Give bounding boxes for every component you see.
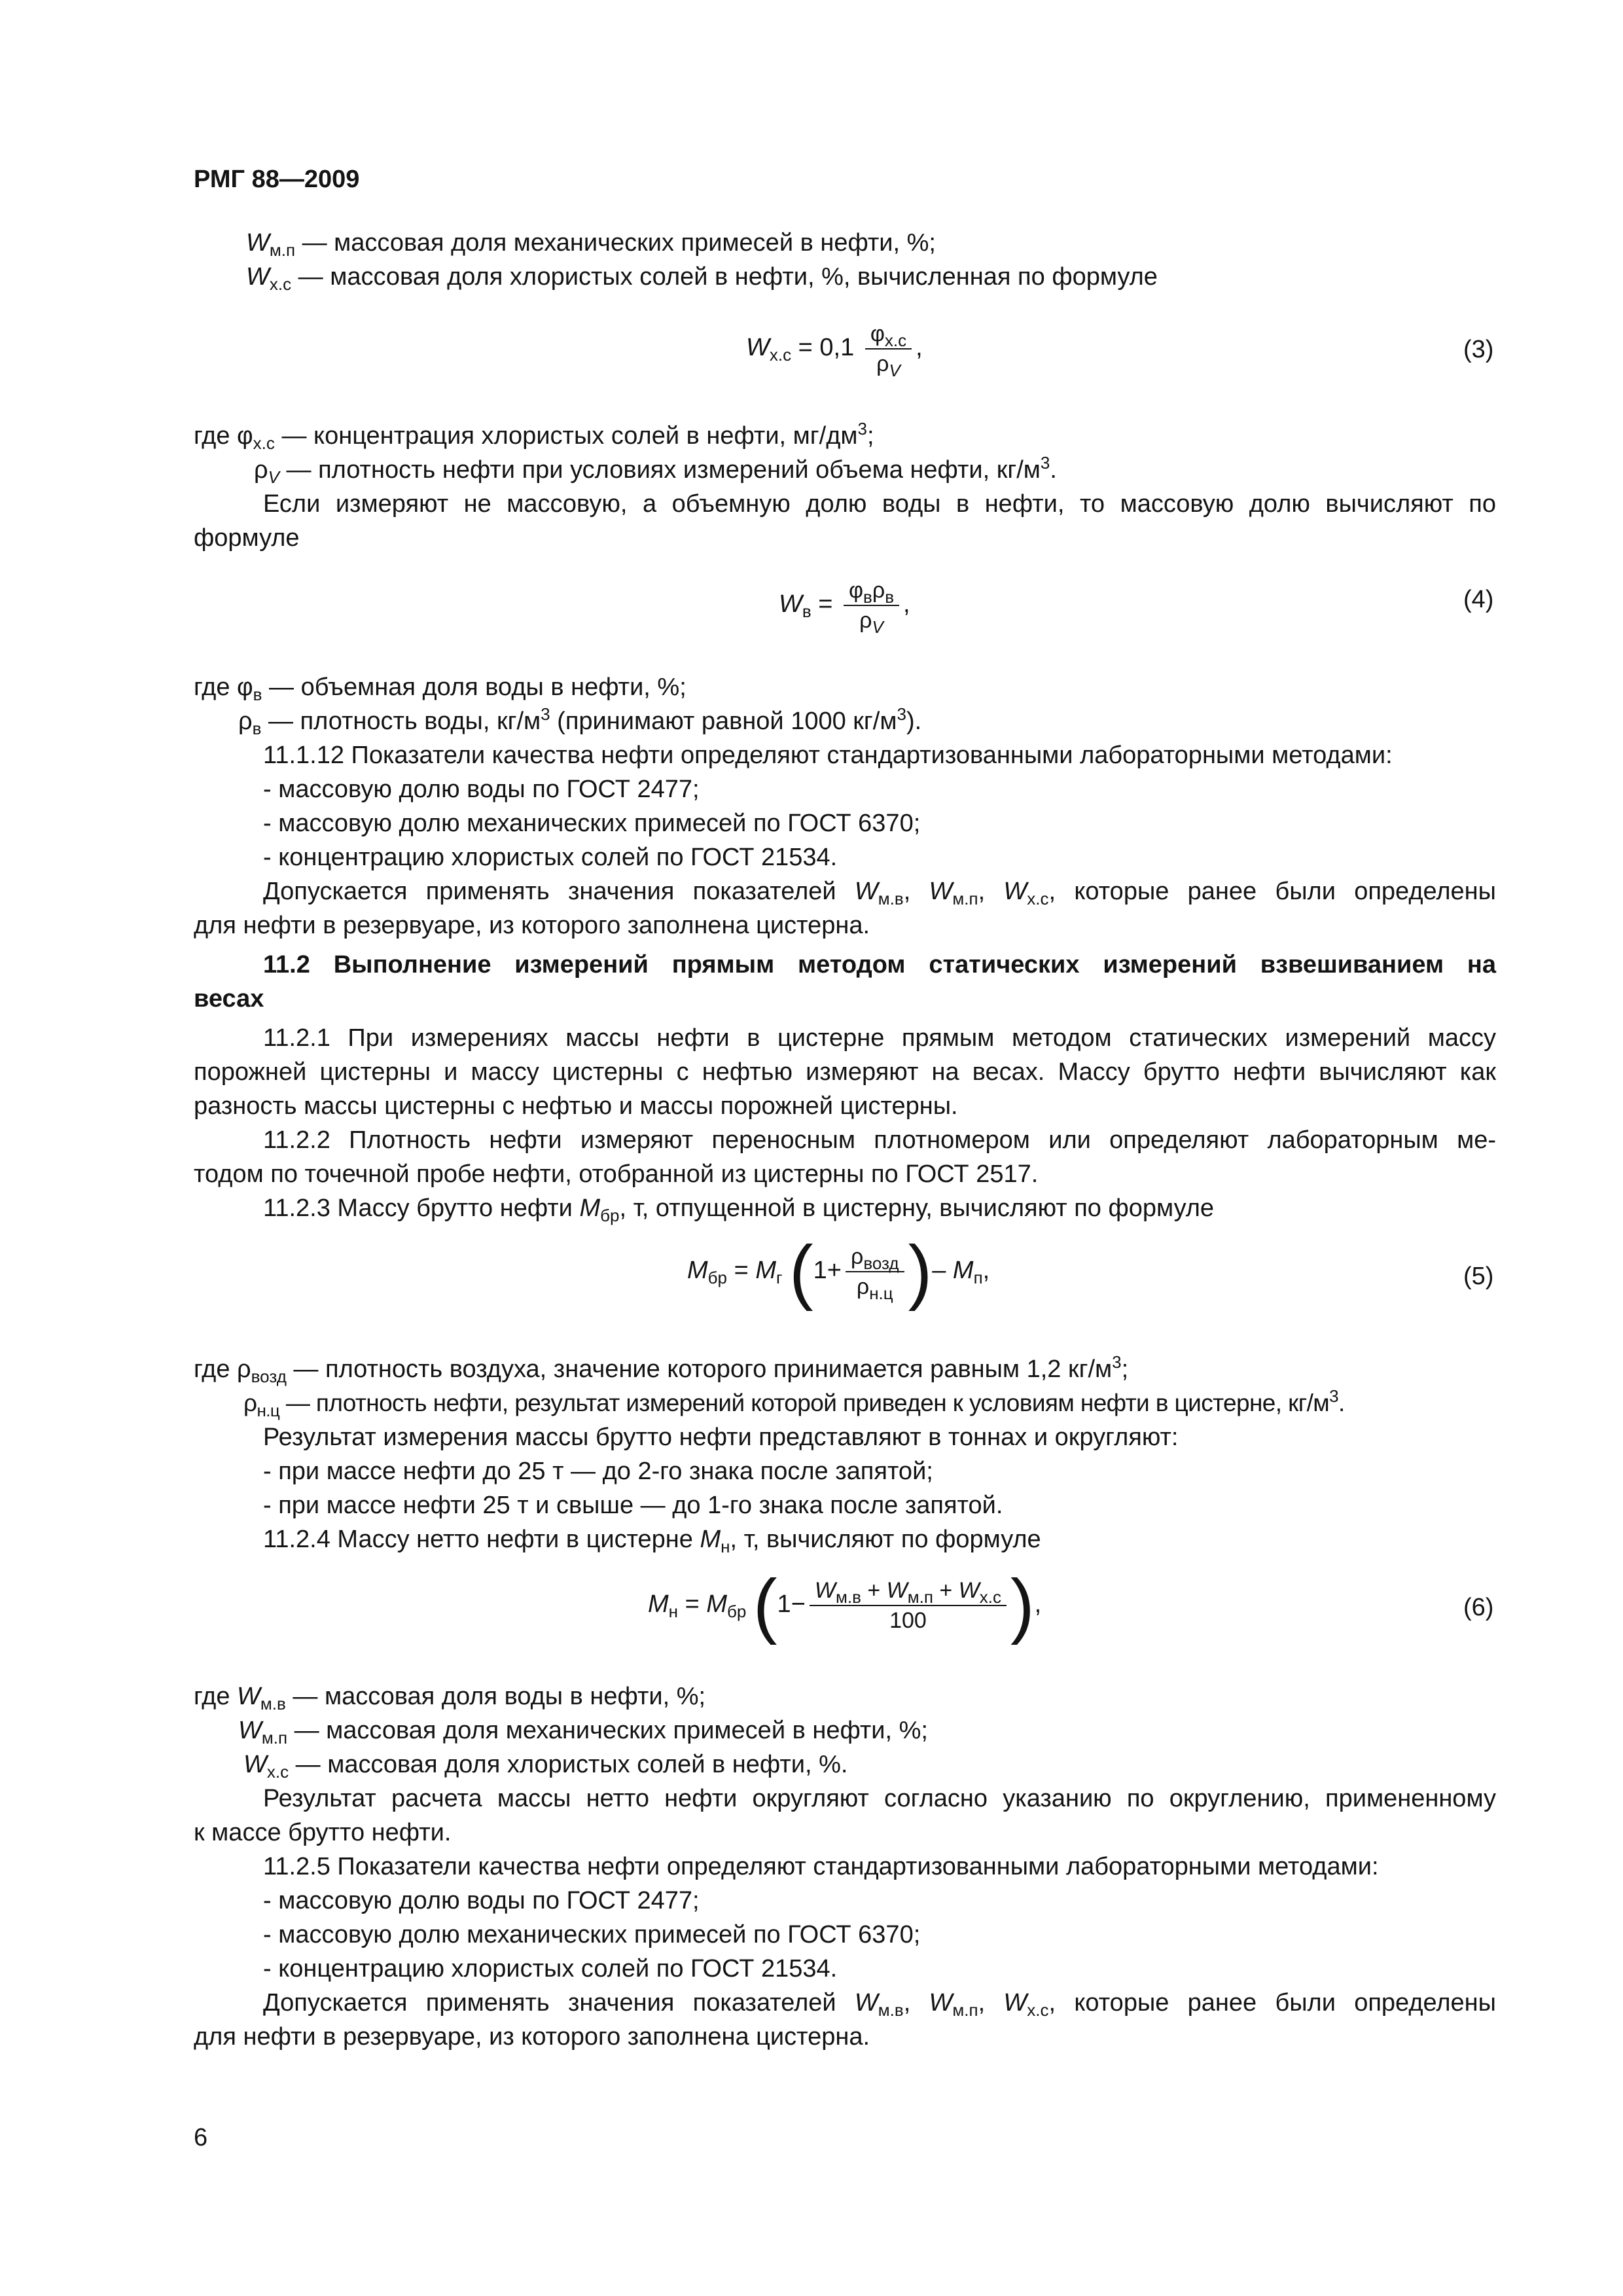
text-line: 11.1.12 Показатели качества нефти определяют стандартизованными лабораторными методами: [263, 742, 1393, 769]
equation-number: (5) [1463, 1263, 1494, 1290]
formula-5: $M_{бр} = M_г$ (1+ $\frac{\rho_{возд}}{\rho_{н.ц}}$ )– $M_п$, [687, 1231, 990, 1312]
text-line: Результат расчета массы нетто нефти округляют согласно указанию по округлению, примененному [263, 1785, 1496, 1812]
text-line: 11.2.1 При измерениях массы нефти в цистерне прямым методом статических измерений массу [263, 1024, 1496, 1052]
text-line: $W_{м.п}$ — массовая доля механических примесей в нефти, %; [246, 229, 936, 260]
text-line: $\rho_в$ — плотность воды, $кг/м^3$ (принимают равной 1000 $кг/м^3$). [238, 704, 922, 738]
text-line: где $W_{м.в}$ — массовая доля воды в нефти, %; [194, 1683, 706, 1713]
section-heading: весах [194, 985, 264, 1013]
text-line: 11.2.4 Массу нетто нефти в цистерне $M_н$, т, вычисляют по формуле [263, 1526, 1041, 1556]
document-header: РМГ 88—2009 [194, 166, 360, 193]
list-item: - концентрацию хлористых солей по ГОСТ 21534. [263, 844, 838, 871]
fraction: $\frac{\varphi_{х.с}}{\rho_V}$ [865, 319, 912, 378]
equation-number: (3) [1463, 336, 1494, 363]
text-line: Допускается применять значения показателей $W_{м.в}$, $W_{м.п}$, $W_{х.с}$, которые ранее были определены [263, 1989, 1496, 2020]
list-item: - массовую долю воды по ГОСТ 2477; [263, 1887, 700, 1914]
text-line: 11.2.3 Массу брутто нефти $M_{бр}$, т, отпущенной в цистерну, вычисляют по формуле [263, 1194, 1215, 1225]
formula-3: $W_{х.с} = 0,1$ $\frac{\varphi_{х.с}}{\rho_V}$ , [746, 319, 923, 378]
section-heading: 11.2 Выполнение измерений прямым методом статических измерений взвешиванием на [263, 951, 1496, 978]
list-item: - при массе нефти 25 т и свыше — до 1-го знака после запятой. [263, 1492, 1003, 1519]
text-line: для нефти в резервуаре, из которого заполнена цистерна. [194, 2023, 870, 2051]
formula-6: $M_н = M_{бр}$ (1− $\frac{W_{м.в} + W_{м.п} + W_{х.с}}{100}$ ), [648, 1565, 1042, 1645]
right-paren: ) [1010, 1565, 1035, 1645]
left-paren: ( [789, 1231, 813, 1312]
text-line: $\rho_V$ — плотность нефти при условиях измерений объема нефти, $кг/м^3$. [254, 453, 1057, 487]
fraction: $\frac{\rho_{возд}}{\rho_{н.ц}}$ [846, 1242, 904, 1301]
left-paren: ( [753, 1565, 777, 1645]
page-number: 6 [194, 2124, 208, 2151]
equation-number: (6) [1463, 1594, 1494, 1621]
text-line: Допускается применять значения показателей $W_{м.в}$, $W_{м.п}$, $W_{х.с}$, которые ранее были определены [263, 878, 1496, 908]
text-line: $W_{х.с}$ — массовая доля хлористых солей в нефти, %. [243, 1751, 848, 1782]
text-line: где $\rho_{возд}$ — плотность воздуха, значение которого принимается равным 1,2 $кг/м^3$; [194, 1352, 1129, 1386]
text-line: 11.2.5 Показатели качества нефти определяют стандартизованными лабораторными методами: [263, 1853, 1379, 1880]
right-paren: ) [908, 1231, 933, 1312]
list-item: - при массе нефти до 25 т — до 2-го знака после запятой; [263, 1458, 933, 1485]
text-line: формуле [194, 524, 300, 552]
equation-number: (4) [1463, 586, 1494, 613]
text-line: $W_{х.с}$ — массовая доля хлористых солей в нефти, %, вычисленная по формуле [246, 263, 1158, 294]
formula-4: $W_в$ = $\frac{\varphi_в\rho_в}{\rho_V}$ , [779, 576, 910, 635]
fraction: $\frac{W_{м.в} + W_{м.п} + W_{х.с}}{100}$ [810, 1576, 1007, 1635]
text-line: где $\varphi_{х.с}$ — концентрация хлористых солей в нефти, $мг/дм^3$; [194, 419, 874, 453]
text-line: Результат измерения массы брутто нефти представляют в тоннах и округляют: [263, 1424, 1179, 1451]
text-line: для нефти в резервуаре, из которого заполнена цистерна. [194, 912, 870, 939]
text-line: Если измеряют не массовую, а объемную долю воды в нефти, то массовую долю вычисляют по [263, 490, 1496, 518]
list-item: - массовую долю механических примесей по ГОСТ 6370; [263, 810, 921, 837]
text-line: разность массы цистерны с нефтью и массы порожней цистерны. [194, 1092, 958, 1120]
text-line: порожней цистерны и массу цистерны с нефтью измеряют на весах. Массу брутто нефти вычисляют как [194, 1058, 1496, 1086]
list-item: - массовую долю воды по ГОСТ 2477; [263, 776, 700, 803]
list-item: - массовую долю механических примесей по ГОСТ 6370; [263, 1921, 921, 1948]
text-line: $W_{м.п}$ — массовая доля механических примесей в нефти, %; [238, 1717, 928, 1748]
text-line: $\rho_{н.ц}$ — плотность нефти, результат измерений которой приведен к условиям нефти в цистерне, $кг/м^3$. [243, 1386, 1345, 1420]
fraction: $\frac{\varphi_в\rho_в}{\rho_V}$ [844, 576, 899, 635]
text-line: к массе брутто нефти. [194, 1819, 452, 1846]
list-item: - концентрацию хлористых солей по ГОСТ 21534. [263, 1955, 838, 1982]
text-line: где $\varphi_в$ — объемная доля воды в нефти, %; [194, 673, 687, 704]
text-line: тодом по точечной пробе нефти, отобранной из цистерны по ГОСТ 2517. [194, 1160, 1039, 1188]
text-line: 11.2.2 Плотность нефти измеряют переносным плотномером или определяют лабораторным ме- [263, 1126, 1496, 1154]
